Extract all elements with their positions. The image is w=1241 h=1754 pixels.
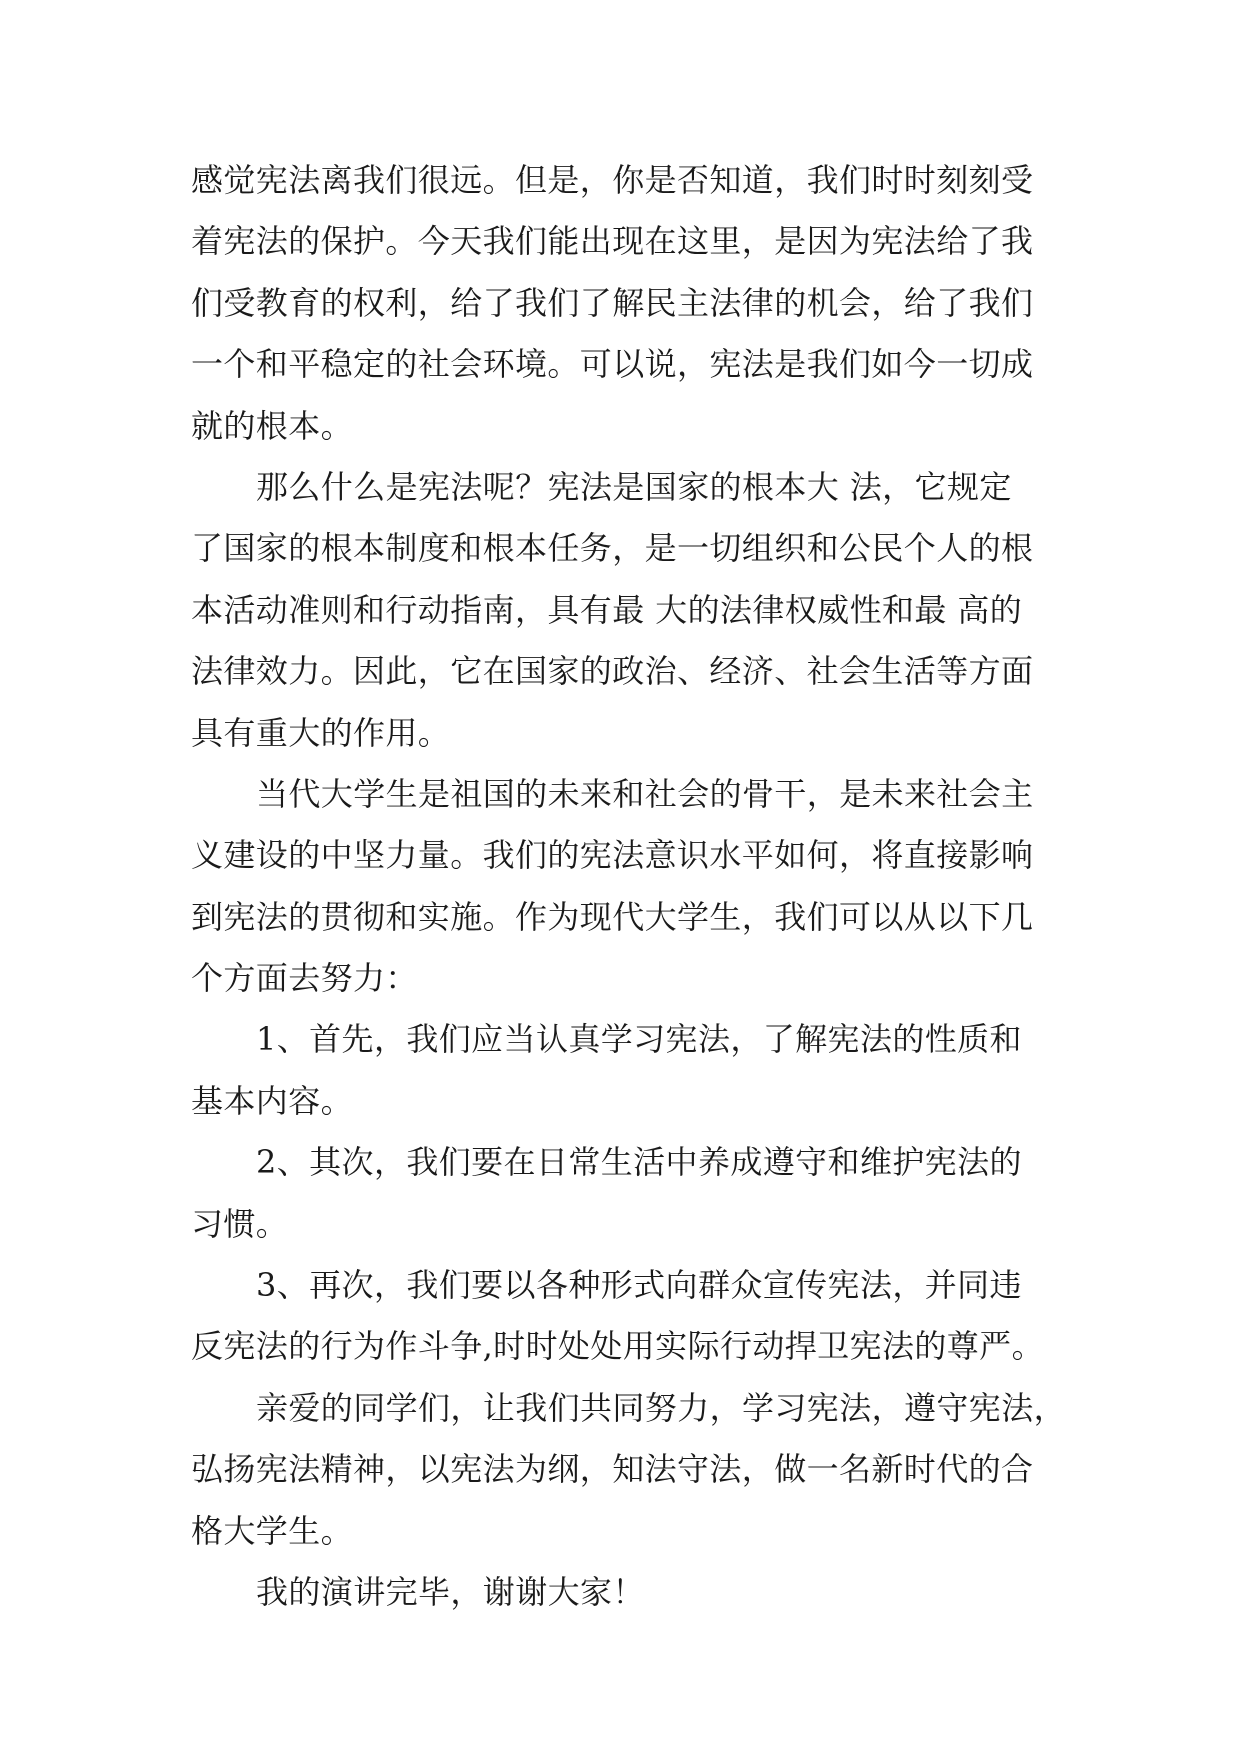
text-line: 一个和平稳定的社会环境。可以说，宪法是我们如今一切成 — [191, 345, 1034, 384]
text-line: 义建设的中坚力量。我们的宪法意识水平如何，将直接影响 — [191, 836, 1034, 875]
text-line: 2、其次，我们要在日常生活中养成遵守和维护宪法的 — [256, 1143, 1022, 1182]
text-line: 着宪法的保护。今天我们能出现在这里，是因为宪法给了我 — [191, 222, 1034, 261]
text-line: 们受教育的权利，给了我们了解民主法律的机会，给了我们 — [191, 283, 1034, 322]
text-line: 那么什么是宪法呢？宪法是国家的根本大 法，它规定 — [256, 467, 1012, 506]
text-line: 习惯。 — [191, 1204, 289, 1243]
text-line: 1、首先，我们应当认真学习宪法，了解宪法的性质和 — [256, 1020, 1022, 1059]
text-line: 了国家的根本制度和根本任务，是一切组织和公民个人的根 — [191, 529, 1034, 568]
text-line: 当代大学生是祖国的未来和社会的骨干，是未来社会主 — [256, 774, 1034, 813]
text-line: 我的演讲完毕，谢谢大家！ — [256, 1572, 645, 1611]
text-line: 格大学生。 — [191, 1511, 354, 1550]
text-line: 感觉宪法离我们很远。但是，你是否知道，我们时时刻刻受 — [191, 161, 1034, 199]
text-line: 反宪法的行为作斗争,时时处处用实际行动捍卫宪法的尊严。 — [191, 1327, 1044, 1366]
text-line: 具有重大的作用。 — [191, 713, 451, 752]
text-line: 法律效力。因此，它在国家的政治、经济、社会生活等方面 — [191, 652, 1034, 691]
text-line: 就的根本。 — [191, 406, 354, 445]
text-line: 个方面去努力： — [191, 959, 418, 998]
text-line: 到宪法的贯彻和实施。作为现代大学生，我们可以从以下几 — [191, 897, 1034, 936]
speech-body — [191, 150, 1067, 1623]
text-line: 亲爱的同学们，让我们共同努力，学习宪法，遵守宪法， — [256, 1388, 1067, 1427]
text-line: 本活动准则和行动指南，具有最 大的法律权威性和最 高的 — [191, 590, 1023, 629]
text-line: 弘扬宪法精神，以宪法为纲，知法守法，做一名新时代的合 — [191, 1450, 1034, 1489]
text-line: 3、再次，我们要以各种形式向群众宣传宪法，并同违 — [256, 1266, 1022, 1305]
text-line: 基本内容。 — [191, 1081, 354, 1120]
